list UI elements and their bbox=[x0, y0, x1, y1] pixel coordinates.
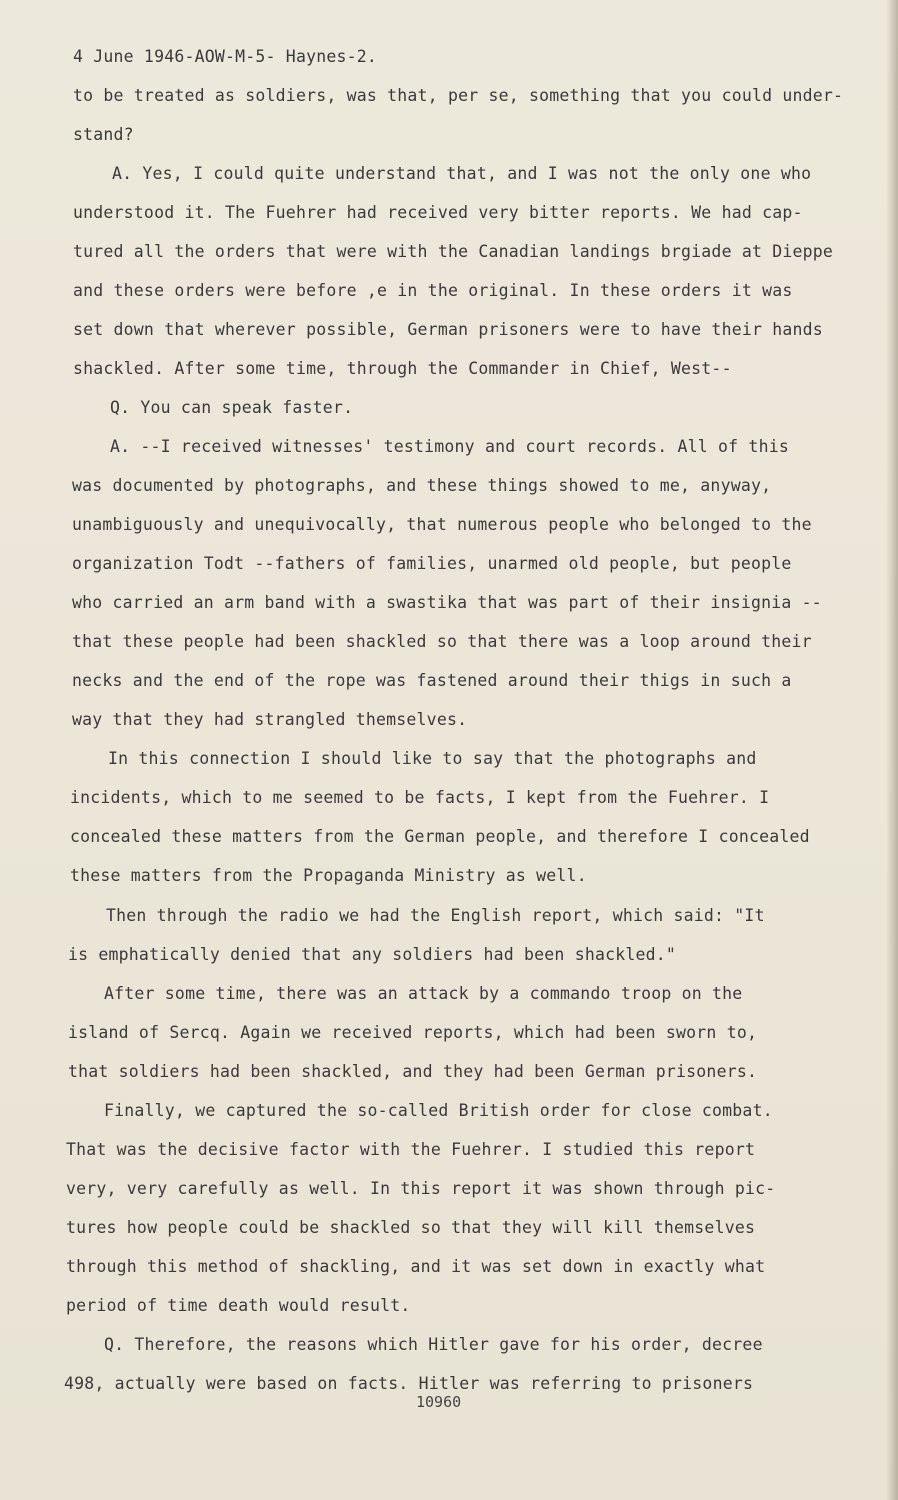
text-line: island of Sercq. Again we received reports, which had been sworn to, bbox=[68, 1023, 758, 1042]
text-line: way that they had strangled themselves. bbox=[72, 710, 468, 729]
text-line: A. --I received witnesses' testimony and court records. All of this bbox=[110, 437, 789, 456]
text-line: that soldiers had been shackled, and they had been German prisoners. bbox=[68, 1062, 758, 1081]
text-line: In this connection I should like to say that the photographs and bbox=[108, 749, 757, 768]
text-line: was documented by photographs, and these things showed to me, anyway, bbox=[72, 476, 772, 495]
text-line: tures how people could be shackled so that they will kill themselves bbox=[66, 1218, 756, 1237]
text-line: and these orders were before ,e in the original. In these orders it was bbox=[73, 281, 793, 300]
text-line: Q. You can speak faster. bbox=[110, 398, 354, 417]
text-line: After some time, there was an attack by a commando troop on the bbox=[104, 984, 743, 1003]
text-line: who carried an arm band with a swastika that was part of their insignia -- bbox=[72, 593, 822, 612]
text-line: That was the decisive factor with the Fuehrer. I studied this report bbox=[66, 1140, 756, 1159]
text-line: necks and the end of the rope was fastened around their thigs in such a bbox=[72, 671, 792, 690]
text-line: to be treated as soldiers, was that, per se, something that you could under- bbox=[73, 86, 844, 105]
text-line: understood it. The Fuehrer had received very bitter reports. We had cap- bbox=[73, 203, 803, 222]
text-line: unambiguously and unequivocally, that numerous people who belonged to the bbox=[72, 515, 812, 534]
text-line: set down that wherever possible, German prisoners were to have their hands bbox=[73, 320, 823, 339]
text-line: incidents, which to me seemed to be facts, I kept from the Fuehrer. I bbox=[70, 788, 770, 807]
text-line: A. Yes, I could quite understand that, and I was not the only one who bbox=[112, 164, 812, 183]
text-line: these matters from the Propaganda Ministry as well. bbox=[70, 866, 587, 885]
text-line: Q. Therefore, the reasons which Hitler gave for his order, decree bbox=[104, 1335, 763, 1354]
text-line: concealed these matters from the German people, and therefore I concealed bbox=[70, 827, 810, 846]
text-line: 498, actually were based on facts. Hitler was referring to prisoners bbox=[64, 1374, 754, 1393]
text-line: Then through the radio we had the English report, which said: "It bbox=[106, 906, 765, 925]
page-number: 10960 bbox=[416, 1393, 462, 1411]
text-line: that these people had been shackled so that there was a loop around their bbox=[72, 632, 812, 651]
text-line: is emphatically denied that any soldiers had been shackled." bbox=[68, 945, 677, 964]
text-line: period of time death would result. bbox=[66, 1296, 411, 1315]
text-line: through this method of shackling, and it was set down in exactly what bbox=[66, 1257, 766, 1276]
text-line: shackled. After some time, through the Commander in Chief, West-- bbox=[73, 359, 732, 378]
text-line: tured all the orders that were with the Canadian landings brgiade at Dieppe bbox=[73, 242, 834, 261]
text-line: very, very carefully as well. In this report it was shown through pic- bbox=[66, 1179, 776, 1198]
text-line: organization Todt --fathers of families, unarmed old people, but people bbox=[72, 554, 792, 573]
text-line: Finally, we captured the so-called British order for close combat. bbox=[104, 1101, 773, 1120]
page-edge-shadow bbox=[886, 0, 898, 1500]
document-header: 4 June 1946-AOW-M-5- Haynes-2. bbox=[73, 47, 378, 66]
text-line: stand? bbox=[73, 125, 134, 144]
